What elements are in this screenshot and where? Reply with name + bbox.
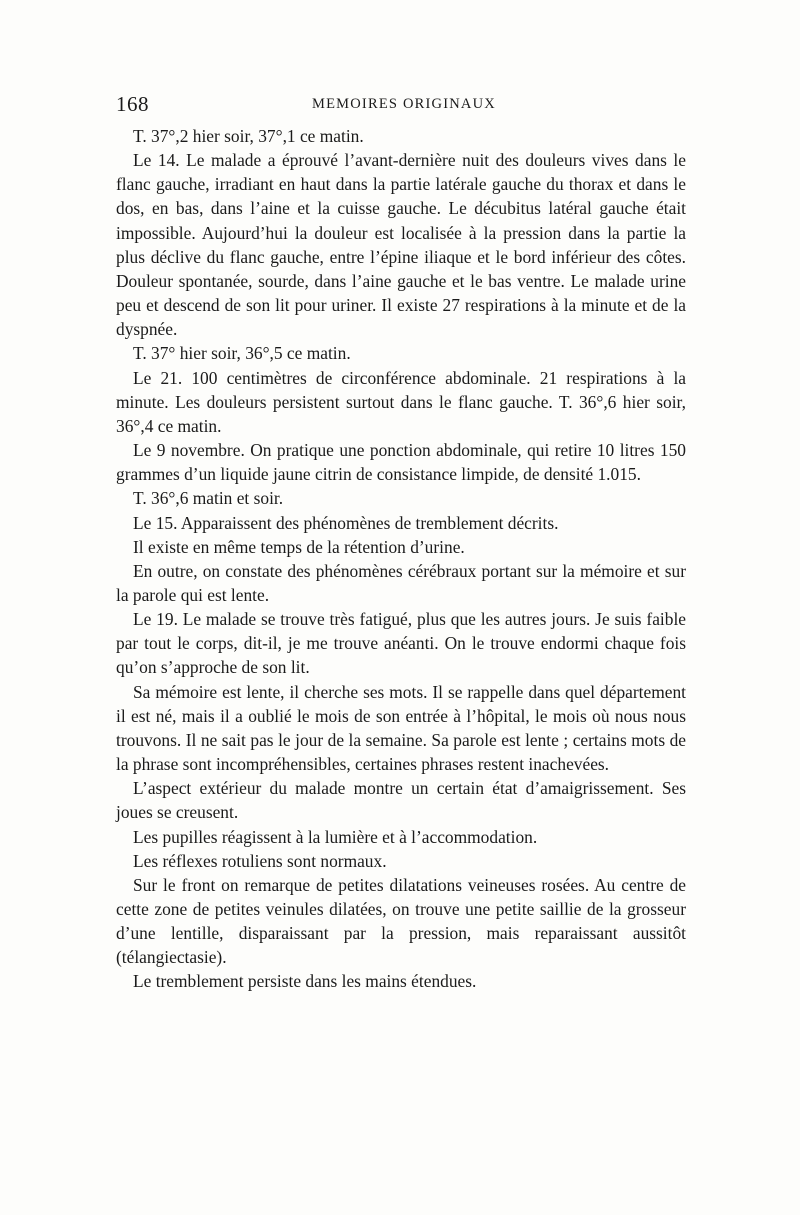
paragraph: T. 36°,6 matin et soir. — [133, 488, 284, 509]
paragraph: L’aspect extérieur du malade montre un certain état d’amaigrissement. Ses joues se creusent. — [116, 778, 686, 823]
paragraph: Sur le front on remarque de petites dilatations veineuses rosées. Au centre de cette zone de petites veinules dilatées, on trouve une petite saillie de la grosseur d’une lentille, disparaissant par la pression, mais reparaissant aussitôt (télangiectasie). — [116, 874, 686, 968]
paragraph: T. 37°,2 hier soir, 37°,1 ce matin. — [133, 126, 364, 146]
paragraph: En outre, on constate des phénomènes cérébraux portant sur la mémoire et sur la parole qui est lente. — [116, 560, 686, 605]
body-text — [116, 124, 686, 994]
paragraph: Il existe en même temps de la rétention d’urine. — [133, 536, 465, 557]
paragraph: Le 15. Apparaissent des phénomènes de tremblement décrits. — [133, 512, 559, 533]
paragraph: Le 14. Le malade a éprouvé l’avant-dernière nuit des douleurs vives dans le flanc gauche, irradiant en haut dans la partie latérale gauche du thorax et dans le dos, en bas, dans l’aine et la cuisse gauche. Le décubitus latéral gauche était impossible. Aujourd’hui la douleur est localisée à la pression dans la partie la plus déclive du flanc gauche, entre l’épine iliaque et le bord inférieur des côtes. Douleur spontanée, sourde, dans l’aine gauche et le bas ventre. Le malade urine peu et descend de son lit pour uriner. Il existe 27 respirations à la minute et de la dyspnée. — [116, 150, 686, 340]
running-head — [116, 92, 686, 120]
paragraph: Le tremblement persiste dans les mains étendues. — [133, 971, 477, 992]
paragraph: Le 21. 100 centimètres de circonférence abdominale. 21 respirations à la minute. Les douleurs persistent surtout dans le flanc gauche. T. 36°,6 hier soir, 36°,4 ce matin. — [116, 367, 686, 436]
paragraph: Le 9 novembre. On pratique une ponction abdominale, qui retire 10 litres 150 grammes d’un liquide jaune citrin de consistance limpide, de densité 1.015. — [116, 440, 686, 485]
paragraph: Sa mémoire est lente, il cherche ses mots. Il se rappelle dans quel département il est né, mais il a oublié le mois de son entrée à l’hôpital, le mois où nous nous trouvons. Il ne sait pas le jour de la semaine. Sa parole est lente ; certains mots de la phrase sont incompréhensibles, certaines phrases restent inachevées. — [116, 681, 686, 775]
paragraph: T. 37° hier soir, 36°,5 ce matin. — [133, 343, 351, 364]
paragraph: Les réflexes rotuliens sont normaux. — [133, 850, 387, 871]
paragraph: Les pupilles réagissent à la lumière et à l’accommodation. — [133, 826, 538, 847]
running-title: MEMOIRES ORIGINAUX — [312, 96, 496, 112]
paragraph: Le 19. Le malade se trouve très fatigué, plus que les autres jours. Je suis faible par tout le corps, dit-il, je me trouve anéanti. On le trouve endormi chaque fois qu’on s’approche de son lit. — [116, 609, 686, 678]
page-number: 168 — [116, 92, 149, 116]
